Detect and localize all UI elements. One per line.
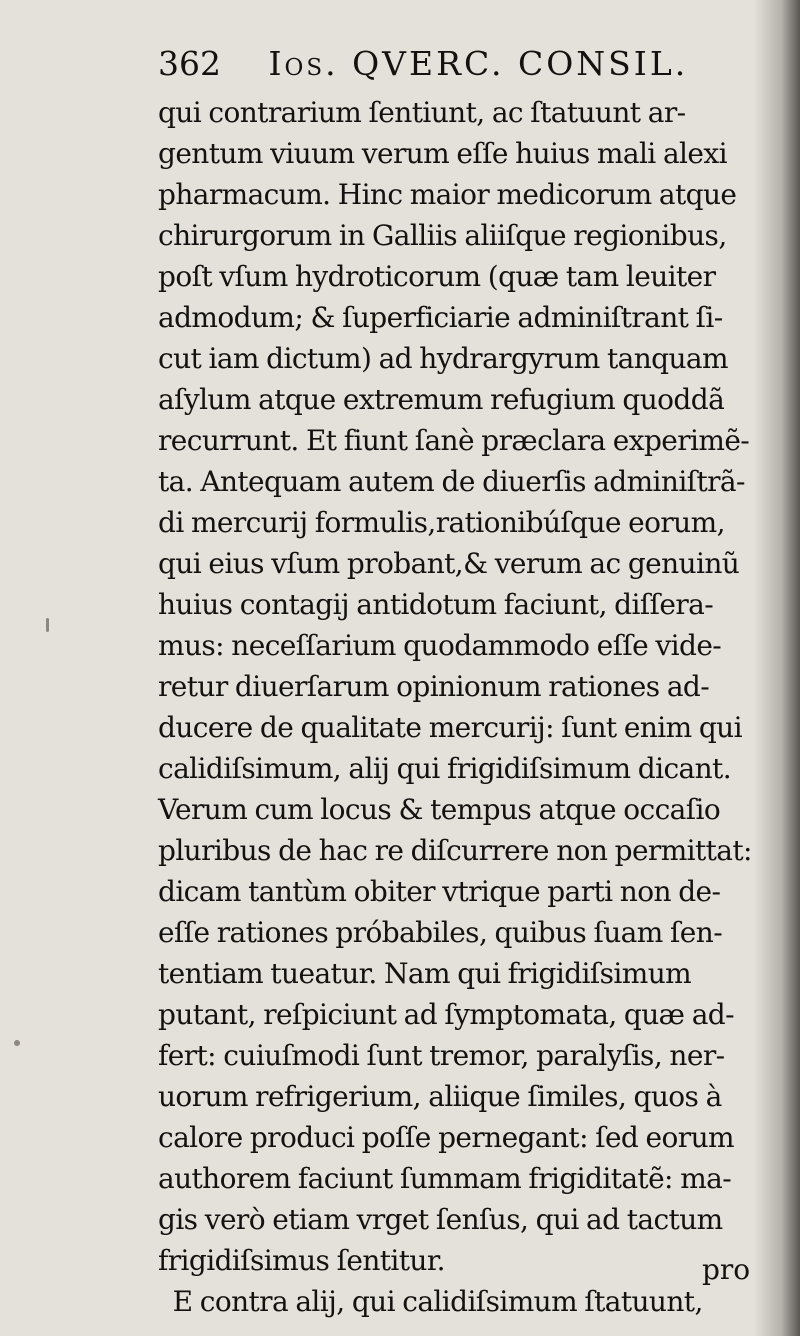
page-number: 362: [158, 44, 221, 83]
running-head: Ios. QVERC. CONSIL.: [268, 44, 689, 83]
page-header: [158, 40, 718, 88]
text-line: uorum refrigerium, aliique ſimiles, quos à: [158, 1080, 722, 1113]
text-line: chirurgorum in Galliis aliiſque regionibus,: [158, 219, 727, 252]
text-line: retur diuerſarum opinionum rationes ad-: [158, 670, 710, 703]
text-line: poſt vſum hydroticorum (quæ tam leuiter: [158, 260, 716, 293]
paper-stain: [46, 618, 49, 632]
text-line: cut iam dictum) ad hydrargyrum tanquam: [158, 342, 728, 375]
text-line: recurrunt. Et fiunt ſanè præclara experimẽ-: [158, 424, 750, 457]
text-line: frigidiſsimus ſentitur.: [158, 1244, 445, 1277]
text-line: E contra alij, qui calidiſsimum ſtatuunt,: [158, 1285, 703, 1318]
text-line: calidiſsimum, alij qui frigidiſsimum dicant.: [158, 752, 732, 785]
text-line: mus: neceſſarium quodammodo eſſe vide-: [158, 629, 722, 662]
text-line: pluribus de hac re diſcurrere non permittat:: [158, 834, 752, 867]
text-line: aſylum atque extremum refugium quoddã: [158, 383, 725, 416]
text-line: calore produci poſſe pernegant: ſed eorum: [158, 1121, 734, 1154]
text-line: qui contrarium ſentiunt, ac ſtatuunt ar-: [158, 96, 686, 129]
binding-shadow: [754, 0, 800, 1336]
text-line: ducere de qualitate mercurij: ſunt enim qui: [158, 711, 742, 744]
paper-stain: [14, 1040, 20, 1046]
text-line: eſſe rationes próbabiles, quibus ſuam ſen-: [158, 916, 723, 949]
body-text: [158, 92, 758, 1322]
text-line: Verum cum locus & tempus atque occaſio: [158, 793, 721, 826]
text-line: ta. Antequam autem de diuerſis adminiſtrã-: [158, 465, 745, 498]
catchword: pro: [702, 1253, 751, 1286]
text-line: pharmacum. Hinc maior medicorum atque: [158, 178, 737, 211]
text-line: gis verò etiam vrget ſenſus, qui ad tactum: [158, 1203, 723, 1236]
text-line: gentum viuum verum eſſe huius mali alexi: [158, 137, 727, 170]
text-line: admodum; & ſuperficiarie adminiſtrant ſi-: [158, 301, 723, 334]
text-line: di mercurij formulis,rationibúſque eorum,: [158, 506, 725, 539]
text-line: huius contagij antidotum faciunt, diſſera-: [158, 588, 714, 621]
text-line: putant, reſpiciunt ad ſymptomata, quæ ad-: [158, 998, 734, 1031]
text-line: fert: cuiuſmodi ſunt tremor, paralyſis, ner-: [158, 1039, 725, 1072]
text-line: qui eius vſum probant,& verum ac genuinũ: [158, 547, 740, 580]
text-line: dicam tantùm obiter vtrique parti non de-: [158, 875, 721, 908]
text-line: tentiam tueatur. Nam qui frigidiſsimum: [158, 957, 692, 990]
text-line: authorem faciunt ſummam frigiditatẽ: ma-: [158, 1162, 732, 1195]
